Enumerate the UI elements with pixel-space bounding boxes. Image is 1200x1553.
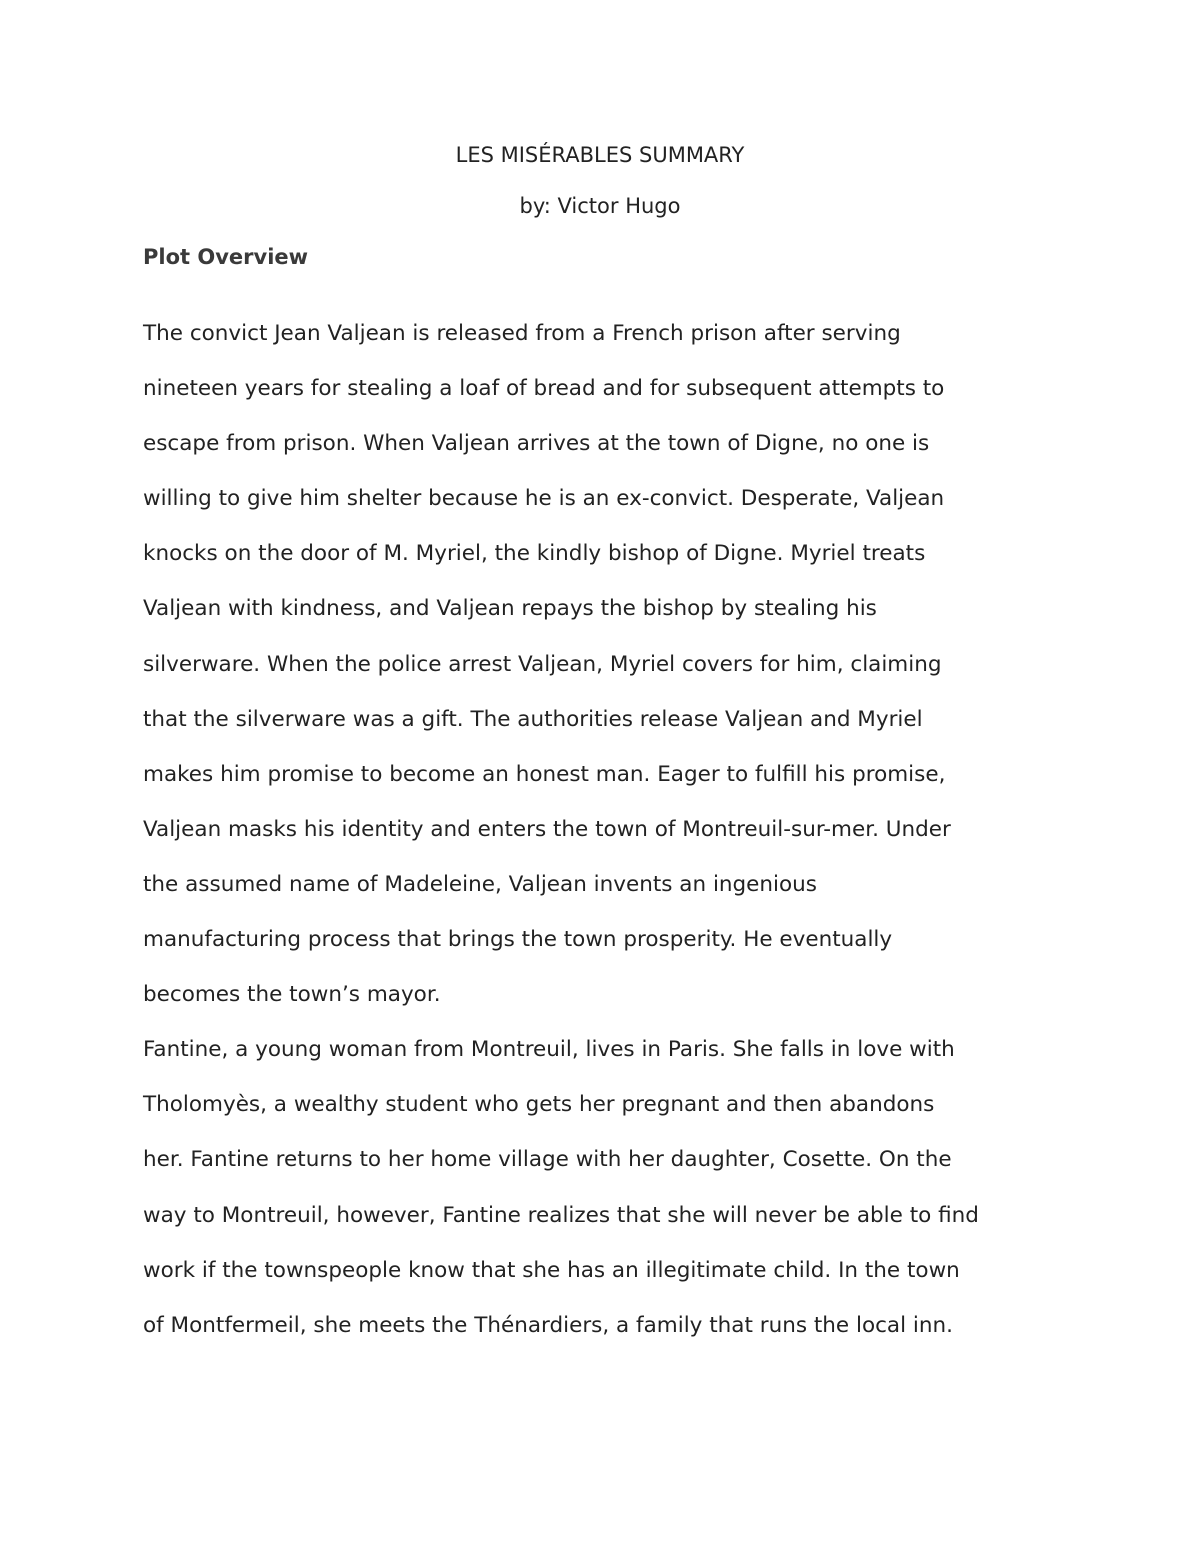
text-line: that the silverware was a gift. The authorities release Valjean and Myriel <box>143 706 923 732</box>
text-line: manufacturing process that brings the town prosperity. He eventually <box>143 927 893 953</box>
text-line: knocks on the door of M. Myriel, the kindly bishop of Digne. Myriel treats <box>143 541 926 567</box>
text-line: her. Fantine returns to her home village with her daughter, Cosette. On the <box>143 1147 952 1173</box>
text-line: the assumed name of Madeleine, Valjean invents an ingenious <box>143 871 817 897</box>
text-line: Tholomyès, a wealthy student who gets her pregnant and then abandons <box>143 1092 935 1118</box>
text-line: of Montfermeil, she meets the Thénardiers, a family that runs the local inn. <box>143 1312 953 1338</box>
text-line: way to Montreuil, however, Fantine realizes that she will never be able to find <box>143 1202 979 1228</box>
text-line: willing to give him shelter because he is an ex-convict. Desperate, Valjean <box>143 486 945 512</box>
text-line: becomes the town’s mayor. <box>143 982 441 1008</box>
document-author: by: Victor Hugo <box>519 194 681 218</box>
document-title: LES MISÉRABLES SUMMARY <box>455 143 745 167</box>
text-line: makes him promise to become an honest man. Eager to fulfill his promise, <box>143 761 946 787</box>
text-line: escape from prison. When Valjean arrives at the town of Digne, no one is <box>143 431 930 457</box>
text-line: nineteen years for stealing a loaf of bread and for subsequent attempts to <box>143 376 945 402</box>
text-line: silverware. When the police arrest Valjean, Myriel covers for him, claiming <box>143 651 942 677</box>
text-line: Fantine, a young woman from Montreuil, lives in Paris. She falls in love with <box>143 1037 955 1063</box>
text-line: The convict Jean Valjean is released from a French prison after serving <box>143 321 901 346</box>
text-line: Valjean masks his identity and enters the town of Montreuil-sur-mer. Under <box>143 816 951 842</box>
text-line: work if the townspeople know that she has an illegitimate child. In the town <box>143 1257 960 1283</box>
text-line: Valjean with kindness, and Valjean repays the bishop by stealing his <box>143 596 877 622</box>
body-text <box>143 317 1063 1364</box>
section-heading: Plot Overview <box>143 245 309 269</box>
